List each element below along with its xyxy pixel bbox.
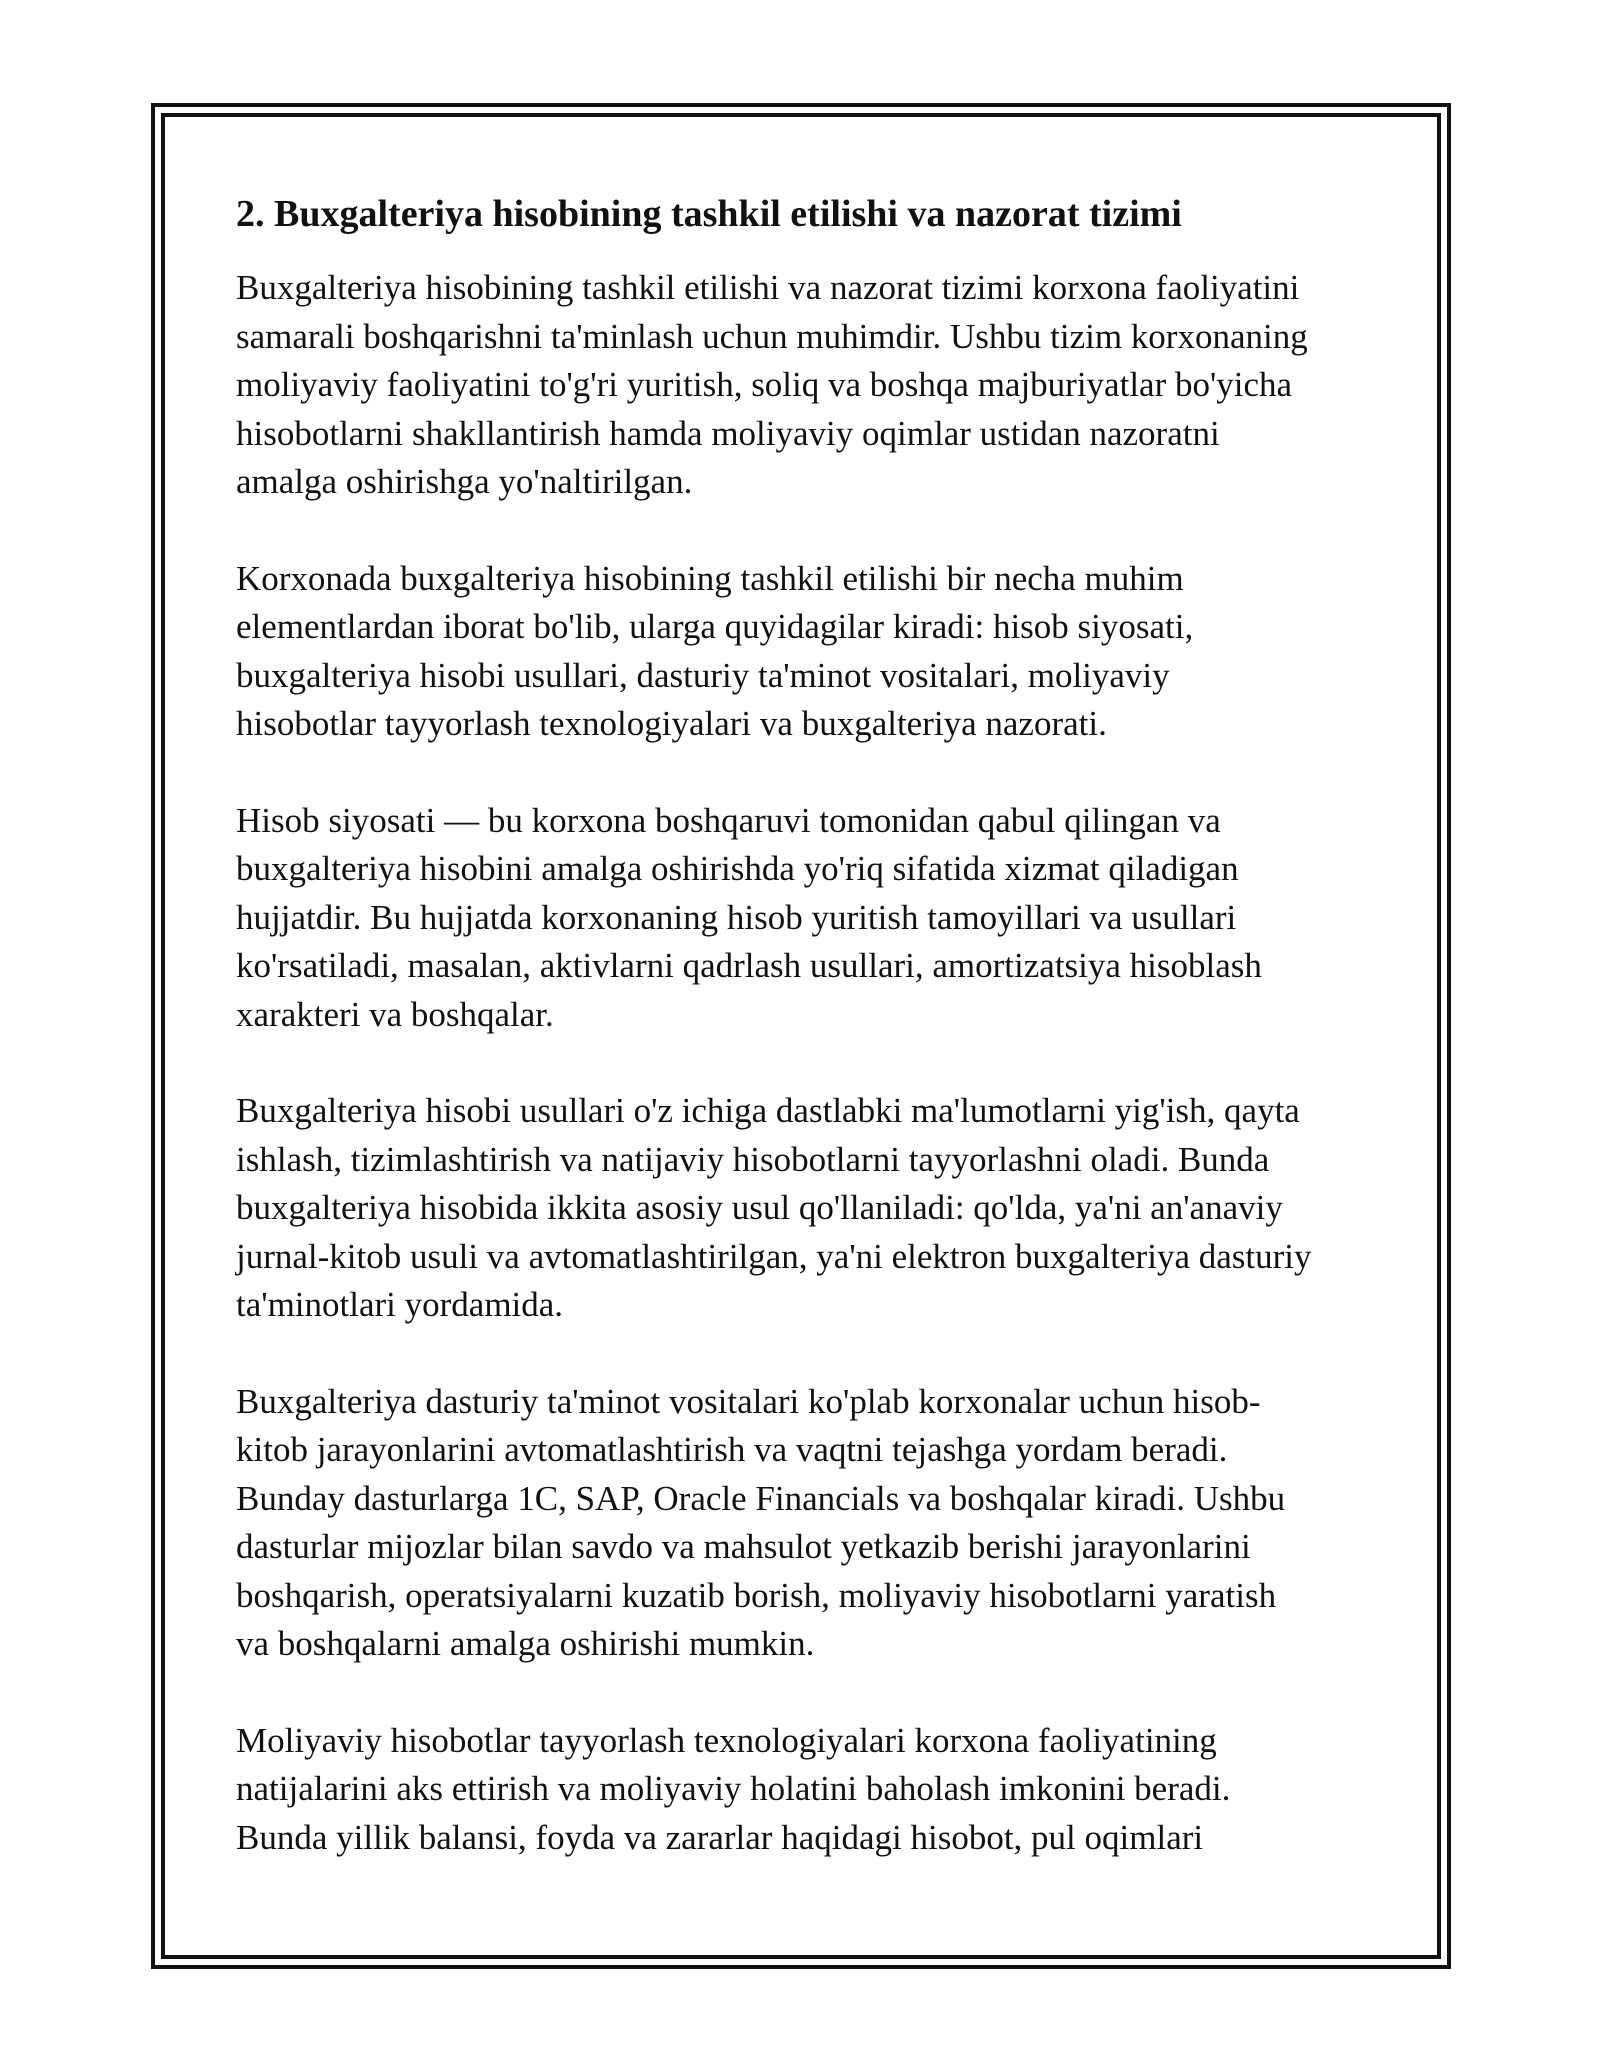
text-line: buxgalteriya hisobida ikkita asosiy usul qo'llaniladi: qo'lda, ya'ni an'anaviy [236, 1188, 1283, 1227]
text-line: dasturlar mijozlar bilan savdo va mahsulot yetkazib berishi jarayonlarini [236, 1527, 1251, 1566]
text-line: hisobotlarni shakllantirish hamda moliyaviy oqimlar ustidan nazoratni [236, 413, 1220, 453]
text-line: elementlardan iborat bo'lib, ularga quyidagilar kiradi: hisob siyosati, [236, 607, 1194, 646]
text-line: kitob jarayonlarini avtomatlashtirish va vaqtni tejashga yordam beradi. [236, 1430, 1228, 1469]
text-line: samarali boshqarishni ta'minlash uchun muhimdir. Ushbu tizim korxonaning [236, 316, 1308, 356]
section-heading: 2. Buxgalteriya hisobining tashkil etilishi va nazorat tizimi [236, 193, 1182, 235]
text-line: Moliyaviy hisobotlar tayyorlash texnologiyalari korxona faoliyatining [236, 1720, 1217, 1760]
text-line: ta'minotlari yordamida. [236, 1285, 564, 1324]
text-line: buxgalteriya hisobini amalga oshirishda yo'riq sifatida xizmat qiladigan [236, 849, 1239, 888]
text-line: Bunday dasturlarga 1C, SAP, Oracle Financials va boshqalar kiradi. Ushbu [236, 1478, 1286, 1518]
text-line: xarakteri va boshqalar. [236, 994, 554, 1034]
text-line: ishlash, tizimlashtirish va natijaviy hisobotlarni tayyorlashni oladi. Bunda [236, 1139, 1270, 1179]
text-line: ko'rsatiladi, masalan, aktivlarni qadrlash usullari, amortizatsiya hisoblash [236, 946, 1262, 985]
text-line: jurnal-kitob usuli va avtomatlashtirilgan, ya'ni elektron buxgalteriya dasturiy [236, 1236, 1312, 1276]
text-line: natijalarini aks ettirish va moliyaviy holatini baholash imkonini beradi. [236, 1769, 1231, 1808]
document-body [236, 186, 1376, 1862]
text-line: buxgalteriya hisobi usullari, dasturiy ta'minot vositalari, moliyaviy [236, 655, 1170, 695]
paragraph-financial-reporting [236, 1717, 1376, 1863]
text-line: moliyaviy faoliyatini to'g'ri yuritish, soliq va boshqa majburiyatlar bo'yicha [236, 365, 1293, 404]
text-line: hisobotlar tayyorlash texnologiyalari va buxgalteriya nazorati. [236, 704, 1107, 743]
paragraph-software [236, 1378, 1376, 1669]
text-line: Buxgalteriya hisobining tashkil etilishi va nazorat tizimi korxona faoliyatini [236, 268, 1300, 307]
text-line: boshqarish, operatsiyalarni kuzatib borish, moliyaviy hisobotlarni yaratish [236, 1575, 1277, 1615]
text-line: Buxgalteriya hisobi usullari o'z ichiga dastlabki ma'lumotlarni yig'ish, qayta [236, 1091, 1300, 1130]
paragraph-accounting-methods [236, 1087, 1376, 1330]
paragraph-intro [236, 264, 1376, 507]
text-line: Buxgalteriya dasturiy ta'minot vositalari ko'plab korxonalar uchun hisob- [236, 1381, 1261, 1421]
text-line: Hisob siyosati — bu korxona boshqaruvi tomonidan qabul qilingan va [236, 800, 1221, 840]
text-line: Korxonada buxgalteriya hisobining tashkil etilishi bir necha muhim [236, 558, 1184, 598]
text-line: amalga oshirishga yo'naltirilgan. [236, 462, 693, 501]
text-line: Bunda yillik balansi, foyda va zararlar haqidagi hisobot, pul oqimlari [236, 1817, 1204, 1857]
paragraph-accounting-policy [236, 797, 1376, 1040]
text-line: hujjatdir. Bu hujjatda korxonaning hisob yuritish tamoyillari va usullari [236, 897, 1237, 937]
paragraph-elements [236, 555, 1376, 749]
text-line: va boshqalarni amalga oshirishi mumkin. [236, 1624, 815, 1663]
